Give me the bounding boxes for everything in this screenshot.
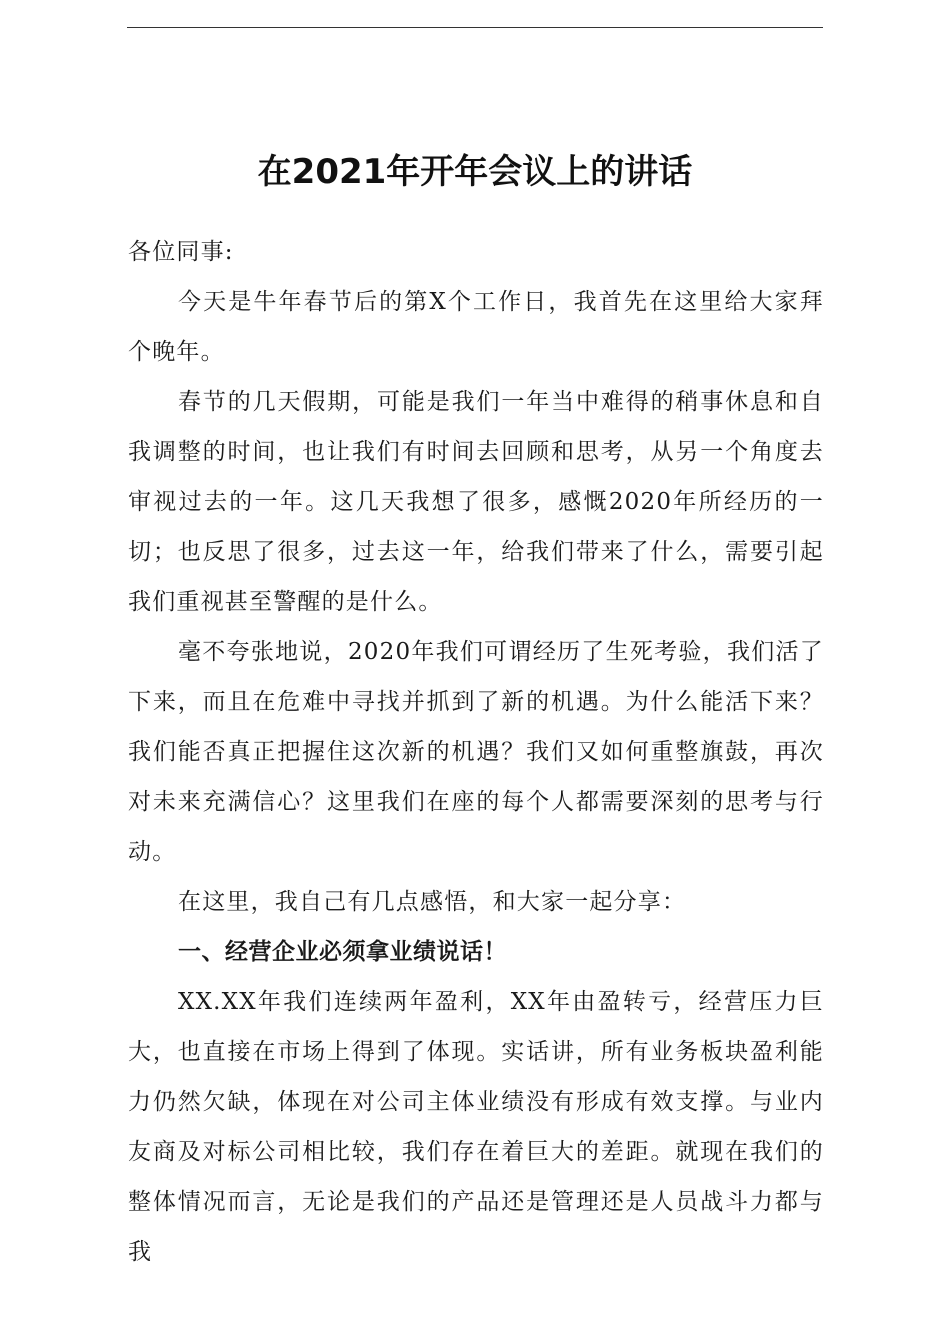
paragraph-reflection: 春节的几天假期，可能是我们一年当中难得的稍事休息和自我调整的时间，也让我们有时间去回顾和思考，从另一个角度去审视过去的一年。这几天我想了很多，感慨2020年所经历的一切；也反思了很多，过去这一年，给我们带来了什么，需要引起我们重视甚至警醒的是什么。: [128, 389, 824, 615]
document-body: [128, 227, 824, 1277]
page-title: 在2021年开年会议上的讲话: [257, 152, 693, 192]
paragraph-greeting: 今天是牛年春节后的第X个工作日，我首先在这里给大家拜个晚年。: [128, 289, 824, 365]
section-heading: 一、经营企业必须拿业绩说话！: [178, 939, 507, 965]
header-rule: [127, 27, 823, 28]
paragraph-share-intro: 在这里，我自己有几点感悟，和大家一起分享：: [178, 889, 687, 915]
paragraph-survival: 毫不夸张地说，2020年我们可谓经历了生死考验，我们活了下来，而且在危难中寻找并抓到了新的机遇。为什么能活下来？我们能否真正把握住这次新的机遇？我们又如何重整旗鼓，再次对未来充满信心？这里我们在座的每个人都需要深刻的思考与行动。: [128, 639, 824, 865]
salutation: 各位同事:: [128, 239, 234, 265]
paragraph-performance: XX.XX年我们连续两年盈利，XX年由盈转亏，经营压力巨大，也直接在市场上得到了体现。实话讲，所有业务板块盈利能力仍然欠缺，体现在对公司主体业绩没有形成有效支撑。与业内友商及对标公司相比较，我们存在着巨大的差距。就现在我们的整体情况而言，无论是我们的产品还是管理还是人员战斗力都与我: [128, 989, 824, 1265]
